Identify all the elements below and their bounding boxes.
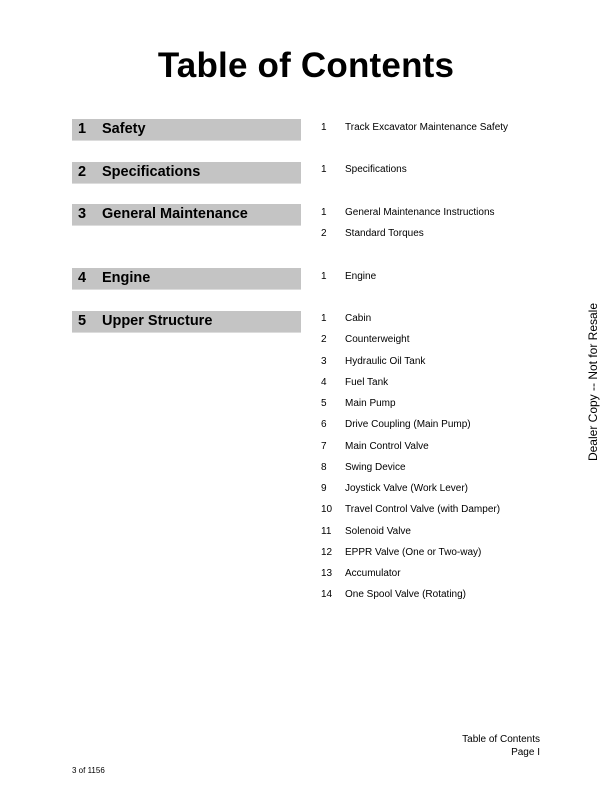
section-title: Upper Structure — [102, 313, 213, 329]
entry-title: Cabin — [345, 313, 372, 324]
entry-number: 1 — [321, 207, 327, 218]
entry-number: 12 — [321, 547, 333, 558]
entry-number: 10 — [321, 504, 333, 515]
entry-number: 9 — [321, 483, 327, 494]
entry-number: 5 — [321, 398, 327, 409]
entry-title: Track Excavator Maintenance Safety — [345, 122, 509, 133]
section-header-engine[interactable] — [72, 268, 301, 290]
entry-title: One Spool Valve (Rotating) — [345, 589, 466, 600]
section-header-specifications[interactable] — [72, 162, 301, 184]
entry-title: Engine — [345, 271, 377, 282]
entry-title: Main Control Valve — [345, 441, 429, 452]
section-number: 4 — [78, 270, 87, 286]
entry-title: Standard Torques — [345, 228, 424, 239]
entry-title: Accumulator — [345, 568, 401, 579]
section-number: 1 — [78, 121, 87, 137]
section-title: General Maintenance — [102, 206, 248, 222]
entry-number: 7 — [321, 441, 327, 452]
entry-number: 1 — [321, 313, 327, 324]
section-title: Specifications — [102, 164, 201, 180]
entry-title: Solenoid Valve — [345, 526, 411, 537]
entry-title: Fuel Tank — [345, 377, 389, 388]
page-counter: 3 of 1156 — [72, 766, 105, 775]
footer-section-title: Table of Contents — [462, 734, 540, 745]
entry-number: 13 — [321, 568, 333, 579]
section-number: 2 — [78, 164, 87, 180]
entry-title: Travel Control Valve (with Damper) — [345, 504, 501, 515]
watermark-side-note: Dealer Copy -- Not for Resale — [586, 302, 600, 462]
footer-page-label: Page I — [511, 747, 540, 758]
entry-number: 1 — [321, 271, 327, 282]
entry-title: Specifications — [345, 164, 407, 175]
entry-title: Main Pump — [345, 398, 396, 409]
entry-number: 14 — [321, 589, 333, 600]
page-title: Table of Contents — [157, 46, 455, 85]
entry-number: 1 — [321, 164, 327, 175]
entry-number: 1 — [321, 122, 327, 133]
entry-number: 6 — [321, 419, 327, 430]
entry-number: 4 — [321, 377, 327, 388]
entry-title: Counterweight — [345, 334, 410, 345]
entry-number: 11 — [321, 526, 332, 537]
entry-number: 3 — [321, 356, 327, 367]
entry-number: 8 — [321, 462, 327, 473]
entry-title: Swing Device — [345, 462, 406, 473]
section-header-upper-structure[interactable] — [72, 311, 301, 333]
entry-number: 2 — [321, 334, 327, 345]
entry-title: Hydraulic Oil Tank — [345, 356, 426, 367]
section-number: 5 — [78, 313, 87, 329]
section-header-safety[interactable] — [72, 119, 301, 141]
entry-title: Joystick Valve (Work Lever) — [345, 483, 468, 494]
section-title: Engine — [102, 270, 151, 286]
entry-title: Drive Coupling (Main Pump) — [345, 419, 471, 430]
entry-title: EPPR Valve (One or Two-way) — [345, 547, 482, 558]
page-footer — [462, 733, 540, 759]
section-header-general-maintenance[interactable] — [72, 204, 301, 226]
section-title: Safety — [102, 121, 146, 137]
entry-number: 2 — [321, 228, 327, 239]
section-number: 3 — [78, 206, 87, 222]
entry-title: General Maintenance Instructions — [345, 207, 495, 218]
